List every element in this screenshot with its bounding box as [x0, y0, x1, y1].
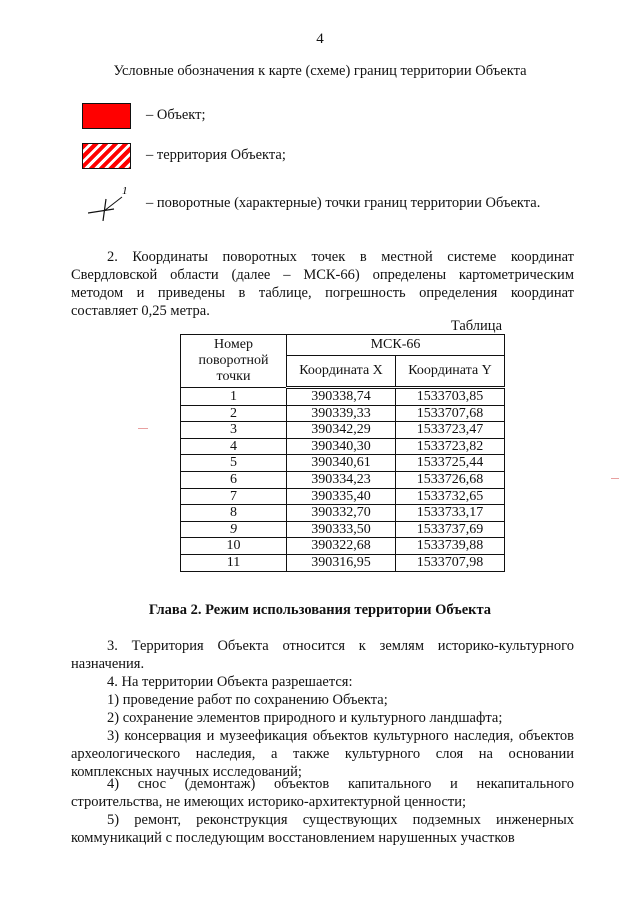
header-coord-y: Координата Y [396, 356, 505, 388]
table-row: 5 390340,61 1533725,44 [181, 455, 505, 472]
red-filled-rectangle-icon [82, 103, 131, 129]
coordinates-table [180, 334, 505, 572]
legend-title: Условные обозначения к карте (схеме) границ территории Объекта [113, 63, 527, 79]
legend-item-object [80, 103, 600, 133]
list-item-4: 4) снос (демонтаж) объектов капитального и некапитального строительства, не имеющих историко-архитектурной ценности; [71, 776, 574, 810]
table-row: 8 390332,70 1533733,17 [181, 505, 505, 522]
page-number: 4 [316, 31, 324, 47]
scan-mark [611, 478, 619, 479]
section-2-paragraph: 2. Координаты поворотных точек в местной системе координат Свердловской области (далее – МСК-66) определены картометрическим методом и приведены в таблице, погрешность определения координат составляет 0,25 метра. [71, 249, 574, 319]
list-item-3: 3) консервация и музеефикация объектов культурного наследия, объектов археологического наследия, а также культурного слоя на основании комплексных научных исследований; [71, 728, 574, 780]
paragraph-4: 4. На территории Объекта разрешается: [107, 674, 353, 690]
red-hatched-rectangle-icon [82, 143, 131, 169]
scan-mark [138, 428, 148, 429]
table-row: 10 390322,68 1533739,88 [181, 538, 505, 555]
table-row: 1 390338,74 1533703,85 [181, 388, 505, 406]
table-row: 4 390340,30 1533723,82 [181, 438, 505, 455]
turning-point-marker-icon [88, 185, 136, 221]
header-coord-x: Координата X [287, 356, 396, 388]
table-row: 9 390333,50 1533737,69 [181, 521, 505, 538]
table-row: 11 390316,95 1533707,98 [181, 554, 505, 571]
legend-item-label: – Объект; [146, 107, 206, 123]
legend-item-territory [80, 143, 600, 173]
table-row: 7 390335,40 1533732,65 [181, 488, 505, 505]
chapter-2-title: Глава 2. Режим использования территории Объекта [148, 602, 492, 618]
legend-item-turning-points [80, 187, 600, 217]
header-point-number: Номер поворотной точки [181, 335, 287, 388]
list-item-5: 5) ремонт, реконструкция существующих подземных инженерных коммуникаций с последующим восстановлением нарушенных участков [71, 812, 574, 846]
table-row: 6 390334,23 1533726,68 [181, 471, 505, 488]
table-caption: Таблица [450, 318, 502, 334]
legend-item-label: – поворотные (характерные) точки границ территории Объекта. [146, 195, 541, 211]
marker-label: 1 [122, 185, 128, 197]
table-row: 2 390339,33 1533707,68 [181, 405, 505, 422]
paragraph-3: 3. Территория Объекта относится к землям историко-культурного назначения. [71, 638, 574, 672]
list-item-2: 2) сохранение элементов природного и культурного ландшафта; [107, 710, 503, 726]
table-row: 3 390342,29 1533723,47 [181, 422, 505, 439]
list-item-1: 1) проведение работ по сохранению Объекта; [107, 692, 388, 708]
legend-item-label: – территория Объекта; [146, 147, 286, 163]
header-msk66: МСК-66 [287, 335, 505, 356]
